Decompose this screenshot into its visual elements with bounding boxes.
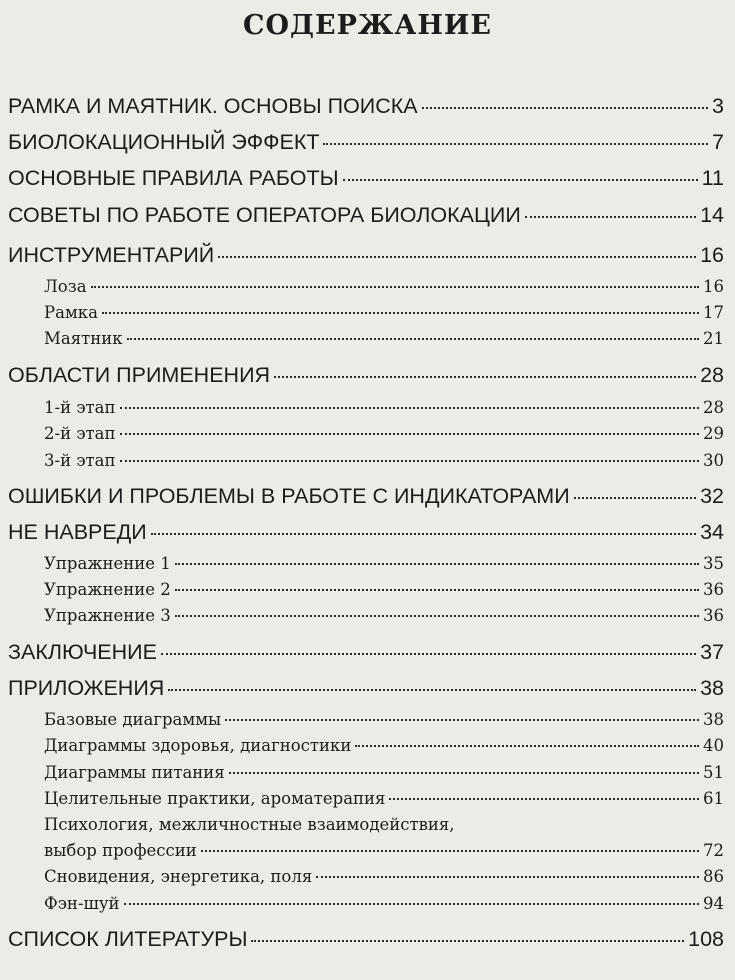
dot-leader bbox=[102, 312, 699, 314]
dot-leader bbox=[168, 689, 696, 691]
toc-entry-label: СОВЕТЫ ПО РАБОТЕ ОПЕРАТОРА БИОЛОКАЦИИ bbox=[8, 203, 521, 227]
toc-entry-page: 32 bbox=[700, 484, 724, 508]
toc-entry-page: 61 bbox=[703, 789, 724, 808]
dot-leader bbox=[120, 460, 699, 462]
toc-entry bbox=[8, 640, 724, 665]
toc-entry bbox=[8, 130, 724, 155]
toc-entry-page: 36 bbox=[703, 580, 724, 599]
toc-entry bbox=[8, 520, 724, 545]
toc-entry-page: 16 bbox=[700, 243, 724, 267]
dot-leader bbox=[389, 798, 699, 800]
dot-leader bbox=[251, 940, 684, 942]
toc-entry-label: СПИСОК ЛИТЕРАТУРЫ bbox=[8, 927, 248, 951]
toc-entry-page: 37 bbox=[700, 640, 724, 664]
toc-entry bbox=[44, 789, 724, 808]
dot-leader bbox=[201, 850, 699, 852]
dot-leader bbox=[225, 719, 699, 721]
toc-entry bbox=[8, 484, 724, 509]
dot-leader bbox=[316, 876, 699, 878]
dot-leader bbox=[343, 179, 698, 181]
dot-leader bbox=[175, 615, 699, 617]
toc-entry-page: 28 bbox=[700, 363, 724, 387]
toc-entry-page: 51 bbox=[703, 763, 724, 782]
toc-entry-page: 38 bbox=[700, 676, 724, 700]
toc-entry-page: 38 bbox=[703, 710, 724, 729]
toc-entry-label: НЕ НАВРЕДИ bbox=[8, 520, 147, 544]
toc-entry-page: 35 bbox=[703, 554, 724, 573]
toc-entry bbox=[44, 763, 724, 782]
page-title: СОДЕРЖАНИЕ bbox=[243, 10, 492, 41]
toc-entry bbox=[8, 243, 724, 268]
toc-entry-label: 1-й этап bbox=[44, 398, 116, 417]
dot-leader bbox=[525, 216, 696, 218]
toc-entry-label: Упражнение 3 bbox=[44, 606, 171, 625]
toc-entry bbox=[44, 303, 724, 322]
toc-entry-label: Целительные практики, ароматерапия bbox=[44, 789, 386, 808]
toc-entry bbox=[8, 203, 724, 228]
toc-entry bbox=[8, 94, 724, 119]
toc-entry bbox=[44, 424, 724, 443]
toc-entry-page: 16 bbox=[703, 277, 724, 296]
toc-entry-page: 21 bbox=[703, 329, 724, 348]
toc-entry-label: Упражнение 2 bbox=[44, 580, 171, 599]
toc-entry-label: Упражнение 1 bbox=[44, 554, 171, 573]
dot-leader bbox=[127, 338, 699, 340]
toc-entry-page: 108 bbox=[688, 927, 724, 951]
toc-entry-page: 28 bbox=[703, 398, 724, 417]
toc-entry-label: выбор профессии bbox=[44, 841, 197, 860]
toc-entry bbox=[44, 580, 724, 599]
toc-entry-label: Рамка bbox=[44, 303, 98, 322]
toc-entry-label: РАМКА И МАЯТНИК. ОСНОВЫ ПОИСКА bbox=[8, 94, 418, 118]
toc-entry-label: 3-й этап bbox=[44, 451, 116, 470]
toc-entry-label: ИНСТРУМЕНТАРИЙ bbox=[8, 243, 215, 267]
dot-leader bbox=[91, 286, 699, 288]
toc-entry-label: 2-й этап bbox=[44, 424, 116, 443]
toc-entry-label: Психология, межличностные взаимодействия, bbox=[44, 815, 455, 834]
dot-leader bbox=[218, 256, 696, 258]
dot-leader bbox=[120, 407, 699, 409]
toc-entry-page: 14 bbox=[700, 203, 724, 227]
toc-entry-label: Фэн-шуй bbox=[44, 894, 120, 913]
toc-entry bbox=[44, 736, 724, 755]
dot-leader bbox=[175, 589, 699, 591]
dot-leader bbox=[120, 433, 699, 435]
toc-entry-label: БИОЛОКАЦИОННЫЙ ЭФФЕКТ bbox=[8, 130, 320, 154]
toc-entry bbox=[8, 676, 724, 701]
toc-entry-label: Лоза bbox=[44, 277, 87, 296]
toc-entry-label: Базовые диаграммы bbox=[44, 710, 222, 729]
toc-entry-label: Маятник bbox=[44, 329, 123, 348]
toc-entry bbox=[44, 841, 724, 860]
toc-entry bbox=[44, 329, 724, 348]
toc-entry-page: 72 bbox=[703, 841, 724, 860]
toc-entry-label: Сновидения, энергетика, поля bbox=[44, 867, 313, 886]
toc-entry-page: 17 bbox=[703, 303, 724, 322]
toc-entry-page: 86 bbox=[703, 867, 724, 886]
toc-entry-label: ОБЛАСТИ ПРИМЕНЕНИЯ bbox=[8, 363, 271, 387]
toc-entry-page: 30 bbox=[703, 451, 724, 470]
toc-entry-page: 11 bbox=[701, 166, 724, 190]
toc-entry-page: 7 bbox=[712, 130, 724, 154]
toc-entry bbox=[8, 363, 724, 388]
dot-leader bbox=[355, 745, 699, 747]
toc-entry bbox=[44, 554, 724, 573]
toc-entry bbox=[44, 277, 724, 296]
toc-entry-page: 40 bbox=[703, 736, 724, 755]
toc-entry-label: Диаграммы питания bbox=[44, 763, 225, 782]
toc-entry bbox=[44, 894, 724, 913]
toc-entry-label: ОШИБКИ И ПРОБЛЕМЫ В РАБОТЕ С ИНДИКАТОРАМИ bbox=[8, 484, 570, 508]
dot-leader bbox=[422, 107, 708, 109]
toc-entry bbox=[44, 451, 724, 470]
toc-entry-page: 36 bbox=[703, 606, 724, 625]
toc-entry bbox=[44, 606, 724, 625]
dot-leader bbox=[323, 143, 708, 145]
toc-entry-label: ЗАКЛЮЧЕНИЕ bbox=[8, 640, 157, 664]
dot-leader bbox=[124, 903, 699, 905]
toc-entry-label: Диаграммы здоровья, диагностики bbox=[44, 736, 352, 755]
dot-leader bbox=[229, 772, 699, 774]
dot-leader bbox=[161, 653, 696, 655]
toc-entry bbox=[8, 927, 724, 952]
dot-leader bbox=[274, 376, 696, 378]
dot-leader bbox=[151, 533, 696, 535]
toc-entry-page: 29 bbox=[703, 424, 724, 443]
dot-leader bbox=[175, 563, 699, 565]
toc-entry-label: ОСНОВНЫЕ ПРАВИЛА РАБОТЫ bbox=[8, 166, 339, 190]
toc-entry-label: ПРИЛОЖЕНИЯ bbox=[8, 676, 165, 700]
toc-entry bbox=[8, 166, 724, 191]
toc-entry-page: 34 bbox=[700, 520, 724, 544]
toc-entry bbox=[44, 867, 724, 886]
dot-leader bbox=[574, 497, 696, 499]
toc-entry-page: 94 bbox=[703, 894, 724, 913]
toc-entry bbox=[44, 710, 724, 729]
toc-entry-page: 3 bbox=[712, 94, 724, 118]
toc-entry bbox=[44, 398, 724, 417]
